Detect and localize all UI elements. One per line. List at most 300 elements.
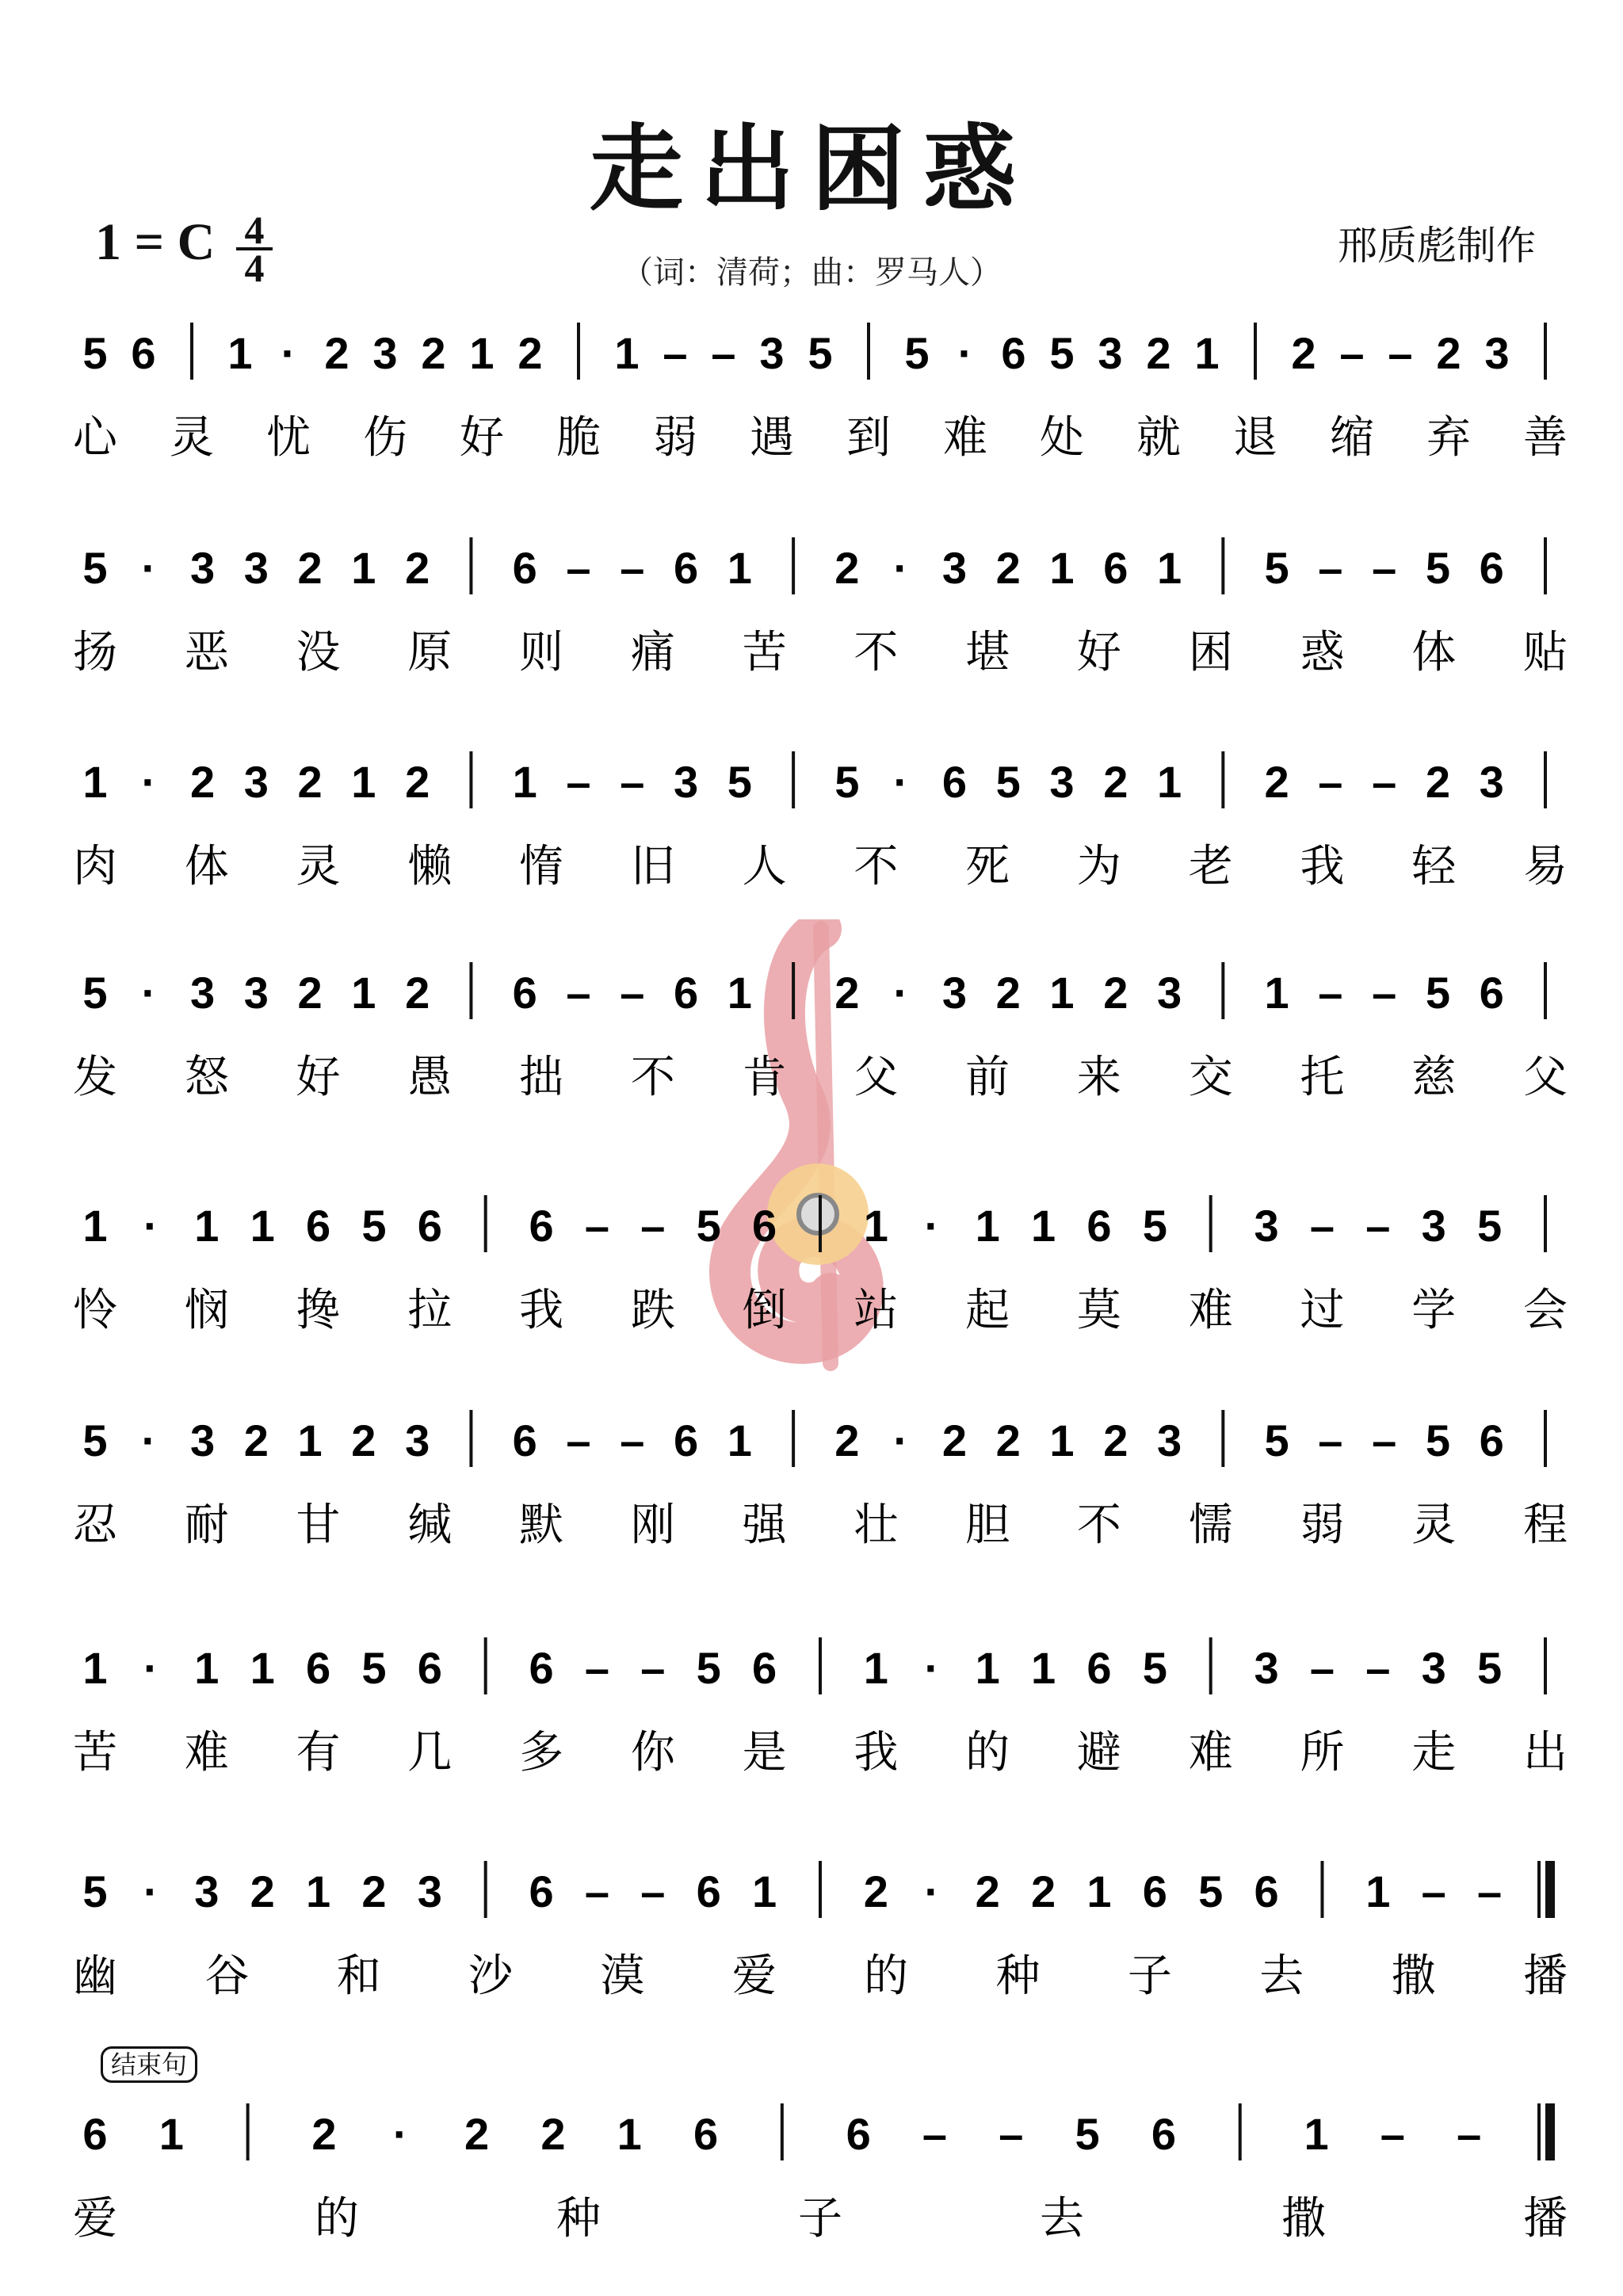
note: · xyxy=(143,1643,158,1693)
lyric-char: 灵 xyxy=(296,841,341,892)
note: – xyxy=(1477,1866,1503,1916)
note: 6 xyxy=(941,757,968,807)
note: 1 xyxy=(82,1201,108,1251)
lyric-char: 来 xyxy=(1076,1052,1121,1103)
note: 1 xyxy=(351,757,376,807)
lyric-char: 退 xyxy=(1233,412,1277,464)
note: 3 xyxy=(194,1866,220,1916)
lyric-char: 所 xyxy=(1300,1727,1345,1778)
note: 1 xyxy=(194,1643,220,1693)
lyric-char: 不 xyxy=(630,1052,675,1103)
note: 1 xyxy=(227,328,253,378)
lyric-char: 我 xyxy=(519,1285,564,1336)
lyric-char: 遇 xyxy=(750,412,794,464)
note: 5 xyxy=(1425,968,1451,1018)
lyric-char: 托 xyxy=(1300,1052,1345,1103)
note: 5 xyxy=(361,1201,387,1251)
note: – xyxy=(1388,328,1413,378)
lyric-char: 壮 xyxy=(854,1499,899,1551)
note: 3 xyxy=(1254,1643,1279,1693)
note: – xyxy=(1372,543,1397,593)
lyric-char: 难 xyxy=(184,1727,229,1778)
lyric-char: 缄 xyxy=(407,1499,453,1551)
note: 6 xyxy=(529,1201,554,1251)
note: 2 xyxy=(405,757,430,807)
note: 3 xyxy=(189,543,216,593)
note: 1 xyxy=(752,1866,777,1916)
note: 6 xyxy=(305,1643,331,1693)
lyric-char: 忍 xyxy=(73,1499,117,1551)
note: 1 xyxy=(82,1643,108,1693)
note: 6 xyxy=(417,1643,442,1693)
lyric-char: 脆 xyxy=(556,412,601,464)
note: 5 xyxy=(995,757,1021,807)
note: 3 xyxy=(243,968,269,1018)
note: 5 xyxy=(1264,543,1289,593)
note: 1 xyxy=(1049,968,1075,1018)
note: 5 xyxy=(1075,2109,1100,2159)
note: 5 xyxy=(834,757,860,807)
lyric-char: 谷 xyxy=(204,1950,250,2002)
note: 6 xyxy=(673,543,699,593)
note: – xyxy=(1318,968,1343,1018)
note: – xyxy=(1318,757,1343,807)
lyric-char: 种 xyxy=(995,1950,1041,2002)
note: 2 xyxy=(975,1866,1000,1916)
lyric-char: 子 xyxy=(1127,1950,1172,2002)
note: – xyxy=(584,1643,610,1693)
note: 6 xyxy=(1001,328,1026,378)
note: 3 xyxy=(189,1415,216,1465)
note: 5 xyxy=(82,968,108,1018)
note: · xyxy=(893,543,908,593)
lyric-char: 痛 xyxy=(630,627,675,678)
note: 6 xyxy=(529,1643,554,1693)
lyric-char: 旧 xyxy=(630,841,675,892)
note: 1 xyxy=(617,2109,642,2159)
lyric-char: 父 xyxy=(854,1052,899,1103)
note: 2 xyxy=(1030,1866,1056,1916)
note: 2 xyxy=(243,1415,269,1465)
note: – xyxy=(620,757,645,807)
note: 3 xyxy=(405,1415,430,1465)
lyric-char: 子 xyxy=(798,2193,842,2244)
note: – xyxy=(620,543,645,593)
note: · xyxy=(141,757,157,807)
note: 2 xyxy=(540,2109,566,2159)
note: 2 xyxy=(189,757,216,807)
lyric-char: 强 xyxy=(742,1499,787,1551)
note: 3 xyxy=(1479,757,1504,807)
lyric-char: 和 xyxy=(336,1950,381,2002)
lyric-char: 弃 xyxy=(1426,412,1471,464)
lyric-char: 弱 xyxy=(653,412,697,464)
note: 6 xyxy=(1254,1866,1279,1916)
note: 2 xyxy=(250,1866,275,1916)
note: 6 xyxy=(1086,1201,1112,1251)
lyric-char: 不 xyxy=(854,841,899,892)
note: 6 xyxy=(529,1866,554,1916)
lyric-char: 拉 xyxy=(407,1285,453,1336)
lyric-char: 是 xyxy=(742,1727,787,1778)
note: 2 xyxy=(941,1415,968,1465)
note: 1 xyxy=(1304,2109,1329,2159)
note: 6 xyxy=(82,2109,108,2159)
note: 5 xyxy=(82,1415,108,1465)
note: – xyxy=(1380,2109,1405,2159)
lyric-char: 前 xyxy=(965,1052,1010,1103)
note: 5 xyxy=(1142,1201,1167,1251)
note: 2 xyxy=(297,543,323,593)
note: 2 xyxy=(1264,757,1289,807)
note: 1 xyxy=(1264,968,1289,1018)
note: 1 xyxy=(614,328,640,378)
lyric-char: 交 xyxy=(1188,1052,1233,1103)
note: 1 xyxy=(351,543,376,593)
lyric-char: 怒 xyxy=(184,1052,229,1103)
note: 1 xyxy=(727,968,752,1018)
lyric-char: 老 xyxy=(1188,841,1233,892)
lyric-char: 贴 xyxy=(1523,627,1568,678)
note: 2 xyxy=(517,328,543,378)
lyric-char: 到 xyxy=(846,412,891,464)
note: – xyxy=(1372,1415,1397,1465)
note: · xyxy=(924,1201,940,1251)
lyric-char: 的 xyxy=(965,1727,1010,1778)
time-signature-bottom: 4 xyxy=(244,246,265,290)
lyric-char: 有 xyxy=(296,1727,341,1778)
note: · xyxy=(281,328,296,378)
lyric-char: 苦 xyxy=(742,627,787,678)
note: – xyxy=(566,1415,591,1465)
note: – xyxy=(999,2109,1024,2159)
lyric-char: 站 xyxy=(854,1285,899,1336)
note: – xyxy=(663,328,688,378)
lyric-char: 种 xyxy=(556,2193,601,2244)
note: 2 xyxy=(1103,757,1128,807)
note: 1 xyxy=(727,543,752,593)
note: 2 xyxy=(1103,1415,1128,1465)
note: 1 xyxy=(250,1201,275,1251)
lyric-char: 体 xyxy=(184,841,229,892)
note: 2 xyxy=(1103,968,1128,1018)
note: 6 xyxy=(512,968,537,1018)
lyric-char: 父 xyxy=(1523,1052,1568,1103)
note: 5 xyxy=(82,1866,108,1916)
song-title: 走出困惑 xyxy=(589,113,1033,223)
note: 6 xyxy=(1479,543,1504,593)
lyric-char: 愚 xyxy=(407,1052,453,1103)
lyric-char: 难 xyxy=(943,412,987,464)
note: 1 xyxy=(1049,543,1075,593)
note: · xyxy=(143,1201,158,1251)
lyric-char: 缩 xyxy=(1330,412,1374,464)
lyric-char: 难 xyxy=(1188,1727,1233,1778)
note: 3 xyxy=(243,543,269,593)
lyric-char: 没 xyxy=(296,627,341,678)
note: · xyxy=(893,968,908,1018)
note: 3 xyxy=(1421,1201,1446,1251)
note: 1 xyxy=(1049,1415,1075,1465)
note: 2 xyxy=(995,1415,1021,1465)
lyric-char: 我 xyxy=(1300,841,1345,892)
note: – xyxy=(922,2109,948,2159)
key-signature: 1 = C xyxy=(95,213,216,271)
note: 6 xyxy=(512,543,537,593)
note: 6 xyxy=(696,1866,721,1916)
note: 1 xyxy=(82,757,108,807)
note: 3 xyxy=(1421,1643,1446,1693)
credits-line: （词：清荷；曲：罗马人） xyxy=(621,254,1002,291)
lyric-char: 就 xyxy=(1136,412,1181,464)
note: 1 xyxy=(975,1643,1000,1693)
note: 6 xyxy=(1142,1866,1167,1916)
note: 6 xyxy=(1086,1643,1112,1693)
note: 2 xyxy=(464,2109,490,2159)
lyric-char: 默 xyxy=(519,1499,564,1551)
note: – xyxy=(620,1415,645,1465)
note: 6 xyxy=(1151,2109,1176,2159)
lyric-char: 刚 xyxy=(630,1499,675,1551)
time-signature-top: 4 xyxy=(236,212,273,250)
lyric-char: 发 xyxy=(73,1052,117,1103)
lyric-char: 胆 xyxy=(965,1499,1010,1551)
note: 6 xyxy=(752,1201,777,1251)
lyric-char: 苦 xyxy=(73,1727,117,1778)
note: – xyxy=(1318,1415,1343,1465)
note: – xyxy=(1309,1201,1335,1251)
note: 2 xyxy=(297,968,323,1018)
note: 3 xyxy=(1254,1201,1279,1251)
note: 2 xyxy=(297,757,323,807)
note: 5 xyxy=(1049,328,1075,378)
lyric-char: 撒 xyxy=(1281,2193,1326,2244)
note: · xyxy=(143,1866,158,1916)
note: 2 xyxy=(351,1415,376,1465)
lyric-char: 耐 xyxy=(184,1499,229,1551)
lyric-char: 不 xyxy=(854,627,899,678)
lyric-char: 倒 xyxy=(742,1285,787,1336)
lyric-char: 处 xyxy=(1040,412,1084,464)
lyric-char: 堪 xyxy=(965,627,1010,678)
note: – xyxy=(584,1866,610,1916)
note: – xyxy=(640,1643,666,1693)
note: 6 xyxy=(693,2109,719,2159)
note: – xyxy=(711,328,736,378)
note: 6 xyxy=(1103,543,1128,593)
note: – xyxy=(566,757,591,807)
note: 2 xyxy=(834,543,860,593)
note: 6 xyxy=(1479,1415,1504,1465)
note: 1 xyxy=(469,328,495,378)
note: 5 xyxy=(696,1201,721,1251)
note: 1 xyxy=(305,1866,331,1916)
note: 1 xyxy=(512,757,537,807)
lyric-char: 播 xyxy=(1523,1950,1568,2002)
note: 5 xyxy=(82,543,108,593)
note: 1 xyxy=(1156,757,1182,807)
note: 1 xyxy=(1365,1866,1391,1916)
note: 3 xyxy=(941,543,968,593)
note: 1 xyxy=(297,1415,323,1465)
note: 5 xyxy=(904,328,930,378)
lyric-char: 播 xyxy=(1523,2193,1568,2244)
note: – xyxy=(1318,543,1343,593)
note: 1 xyxy=(975,1201,1000,1251)
note: – xyxy=(1309,1643,1335,1693)
note: 6 xyxy=(673,1415,699,1465)
lyric-char: 莫 xyxy=(1076,1285,1121,1336)
lyric-char: 爱 xyxy=(73,2193,117,2244)
note: 1 xyxy=(1086,1866,1112,1916)
note: 3 xyxy=(1484,328,1510,378)
note: 2 xyxy=(1436,328,1461,378)
lyric-char: 我 xyxy=(854,1727,899,1778)
lyric-char: 幽 xyxy=(73,1950,117,2002)
note: – xyxy=(1365,1201,1391,1251)
arranger-credit: 邢质彪制作 xyxy=(1338,223,1536,269)
lyric-char: 惑 xyxy=(1300,627,1345,678)
lyric-char: 肯 xyxy=(742,1052,787,1103)
lyric-char: 避 xyxy=(1076,1727,1121,1778)
note: – xyxy=(1372,757,1397,807)
note: 6 xyxy=(305,1201,331,1251)
note: 5 xyxy=(1425,1415,1451,1465)
lyric-char: 灵 xyxy=(170,412,214,464)
note: – xyxy=(620,968,645,1018)
lyric-char: 心 xyxy=(73,412,117,464)
lyric-char: 去 xyxy=(1259,1950,1304,2002)
note: 6 xyxy=(673,968,699,1018)
lyric-char: 死 xyxy=(965,841,1010,892)
lyric-char: 怜 xyxy=(73,1285,117,1336)
note: · xyxy=(141,1415,157,1465)
note: 5 xyxy=(727,757,752,807)
note: 1 xyxy=(158,2109,184,2159)
note: 2 xyxy=(324,328,349,378)
lyric-char: 你 xyxy=(630,1727,675,1778)
lyric-char: 肉 xyxy=(73,841,117,892)
note: 2 xyxy=(361,1866,387,1916)
lyric-char: 去 xyxy=(1040,2193,1084,2244)
lyric-char: 恶 xyxy=(184,627,229,678)
lyric-char: 困 xyxy=(1188,627,1233,678)
lyric-char: 慈 xyxy=(1411,1052,1457,1103)
lyric-char: 灵 xyxy=(1411,1499,1457,1551)
note: – xyxy=(1372,968,1397,1018)
note: 2 xyxy=(405,543,430,593)
note: – xyxy=(1457,2109,1482,2159)
note: 1 xyxy=(351,968,376,1018)
note: 2 xyxy=(405,968,430,1018)
note: 2 xyxy=(1146,328,1171,378)
note: 3 xyxy=(372,328,398,378)
lyric-char: 起 xyxy=(965,1285,1010,1336)
note: 6 xyxy=(1479,968,1504,1018)
lyric-char: 原 xyxy=(407,627,453,678)
note: 2 xyxy=(311,2109,337,2159)
lyric-char: 甘 xyxy=(296,1499,341,1551)
note: – xyxy=(584,1201,610,1251)
note: · xyxy=(392,2109,408,2159)
lyric-char: 爱 xyxy=(731,1950,777,2002)
note: · xyxy=(141,543,157,593)
lyric-char: 懦 xyxy=(1188,1499,1233,1551)
note: 1 xyxy=(863,1201,888,1251)
note: 2 xyxy=(1425,757,1451,807)
lyric-char: 跌 xyxy=(630,1285,675,1336)
note: 2 xyxy=(834,1415,860,1465)
note: · xyxy=(893,1415,908,1465)
lyric-char: 学 xyxy=(1411,1285,1457,1336)
lyric-char: 难 xyxy=(1188,1285,1233,1336)
lyric-char: 几 xyxy=(407,1727,453,1778)
lyric-char: 出 xyxy=(1523,1727,1568,1778)
lyric-char: 体 xyxy=(1411,627,1457,678)
note: 6 xyxy=(512,1415,537,1465)
lyric-char: 会 xyxy=(1523,1285,1568,1336)
note: 6 xyxy=(846,2109,871,2159)
note: 2 xyxy=(834,968,860,1018)
note: 5 xyxy=(1425,543,1451,593)
ending-section-tag: 结束句 xyxy=(101,2046,197,2083)
note: – xyxy=(640,1201,666,1251)
note: 5 xyxy=(1264,1415,1289,1465)
lyric-char: 走 xyxy=(1411,1727,1457,1778)
note: 3 xyxy=(941,968,968,1018)
lyric-char: 好 xyxy=(1076,627,1121,678)
lyric-char: 拙 xyxy=(519,1052,564,1103)
note: – xyxy=(1365,1643,1391,1693)
note: – xyxy=(566,968,591,1018)
note: · xyxy=(924,1866,940,1916)
note: · xyxy=(893,757,908,807)
note: – xyxy=(1339,328,1365,378)
lyric-char: 撒 xyxy=(1391,1950,1436,2002)
lyric-char: 人 xyxy=(742,841,787,892)
lyric-char: 伤 xyxy=(363,412,407,464)
note: 1 xyxy=(1030,1643,1056,1693)
note: · xyxy=(924,1643,940,1693)
note: 5 xyxy=(1477,1201,1503,1251)
lyric-char: 易 xyxy=(1523,841,1568,892)
note: 3 xyxy=(1156,968,1182,1018)
lyric-char: 多 xyxy=(519,1727,564,1778)
lyric-char: 不 xyxy=(1076,1499,1121,1551)
note: 2 xyxy=(1291,328,1316,378)
note: 5 xyxy=(1198,1866,1224,1916)
lyric-char: 善 xyxy=(1523,412,1568,464)
note: 5 xyxy=(1142,1643,1167,1693)
note: 1 xyxy=(727,1415,752,1465)
note: 3 xyxy=(243,757,269,807)
note: 1 xyxy=(1194,328,1220,378)
note: 2 xyxy=(863,1866,888,1916)
note: 2 xyxy=(995,968,1021,1018)
note: 2 xyxy=(421,328,446,378)
note: – xyxy=(1421,1866,1446,1916)
lyric-char: 好 xyxy=(460,412,504,464)
note: 1 xyxy=(1156,543,1182,593)
lyric-char: 扬 xyxy=(73,627,117,678)
note: 1 xyxy=(1030,1201,1056,1251)
note: 1 xyxy=(194,1201,220,1251)
lyric-char: 程 xyxy=(1523,1499,1568,1551)
note: 5 xyxy=(361,1643,387,1693)
lyric-char: 弱 xyxy=(1300,1499,1345,1551)
note: 5 xyxy=(1477,1643,1503,1693)
note: 5 xyxy=(808,328,833,378)
